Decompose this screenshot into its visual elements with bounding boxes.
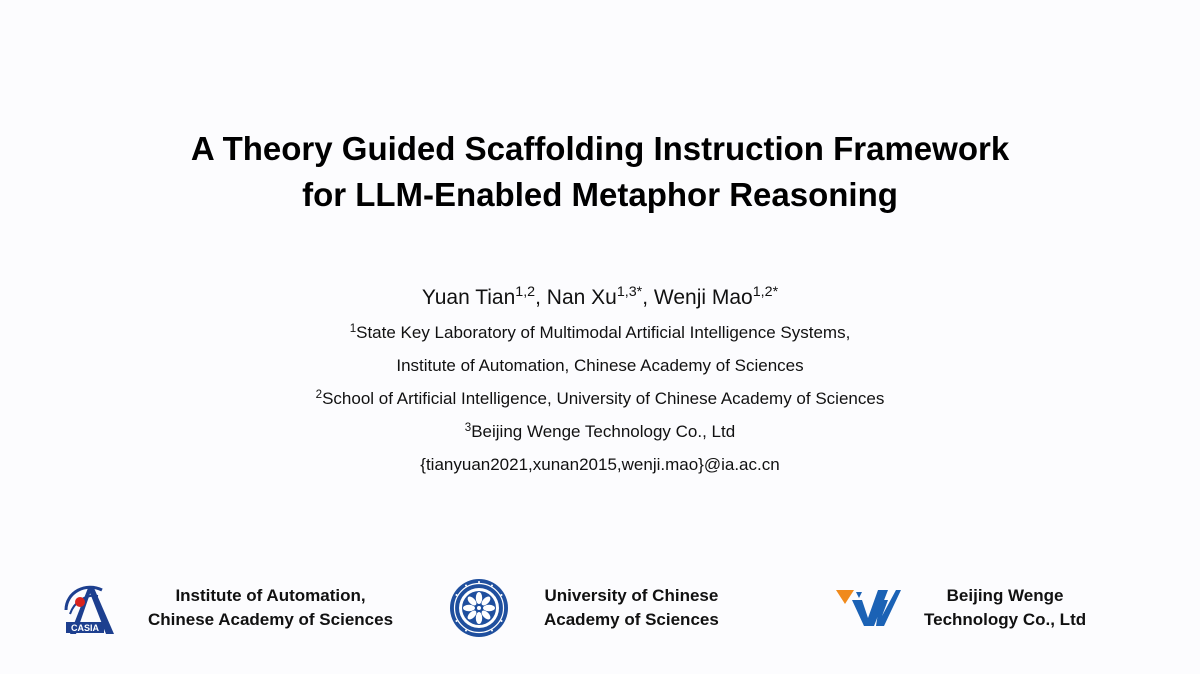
- contact-email: {tianyuan2021,xunan2015,wenji.mao}@ia.ac.cn: [420, 455, 780, 474]
- wenge-logo-icon: [834, 586, 902, 630]
- author-affil-marker: 1,2: [515, 284, 536, 301]
- author-separator: ,: [642, 286, 654, 309]
- affiliation-1-line-2: Institute of Automation, Chinese Academy of Sciences: [396, 356, 804, 375]
- casia-name: [148, 584, 393, 632]
- ucas-name: [544, 584, 719, 632]
- affiliation-list: [0, 316, 1200, 481]
- ucas-seal-icon: [448, 577, 510, 639]
- author-name: Nan Xu: [546, 286, 617, 309]
- author-name: Wenji Mao: [653, 286, 753, 309]
- casia-name-line-2: Chinese Academy of Sciences: [148, 610, 394, 629]
- author-affil-marker: 1,3*: [616, 284, 643, 301]
- author-separator: ,: [535, 286, 547, 309]
- wenge-name-line-1: Beijing Wenge: [946, 586, 1064, 605]
- paper-title: [0, 126, 1200, 218]
- affil-marker: 3: [464, 421, 472, 434]
- affil-text: Beijing Wenge Technology Co., Ltd: [471, 422, 736, 441]
- author-name: Yuan Tian: [421, 286, 516, 309]
- author-affil-marker: 1,2*: [752, 284, 779, 301]
- wenge-name-line-2: Technology Co., Ltd: [924, 610, 1087, 629]
- casia-emblem-text: CASIA: [70, 623, 100, 633]
- title-line-1: A Theory Guided Scaffolding Instruction Framework: [190, 130, 1010, 167]
- casia-name-line-1: Institute of Automation,: [175, 586, 366, 605]
- affiliation-1-line-1: [0, 316, 1200, 349]
- affil-marker: 2: [315, 388, 323, 401]
- casia-logo-icon: [62, 580, 118, 636]
- affiliation-2: [0, 382, 1200, 415]
- ucas-logo-group: [448, 578, 719, 638]
- wenge-name: [924, 584, 1086, 632]
- affil-text: School of Artificial Intelligence, University of Chinese Academy of Sciences: [322, 389, 885, 408]
- affil-marker: 1: [349, 322, 357, 335]
- casia-logo-group: [62, 578, 393, 638]
- title-line-2: for LLM-Enabled Metaphor Reasoning: [302, 176, 898, 213]
- affil-text: State Key Laboratory of Multimodal Artificial Intelligence Systems,: [356, 323, 851, 342]
- author-list: [0, 284, 1200, 312]
- ucas-name-line-1: University of Chinese: [544, 586, 719, 605]
- ucas-name-line-2: Academy of Sciences: [544, 610, 719, 629]
- affiliation-3: [0, 415, 1200, 448]
- wenge-logo-group: [834, 578, 1086, 638]
